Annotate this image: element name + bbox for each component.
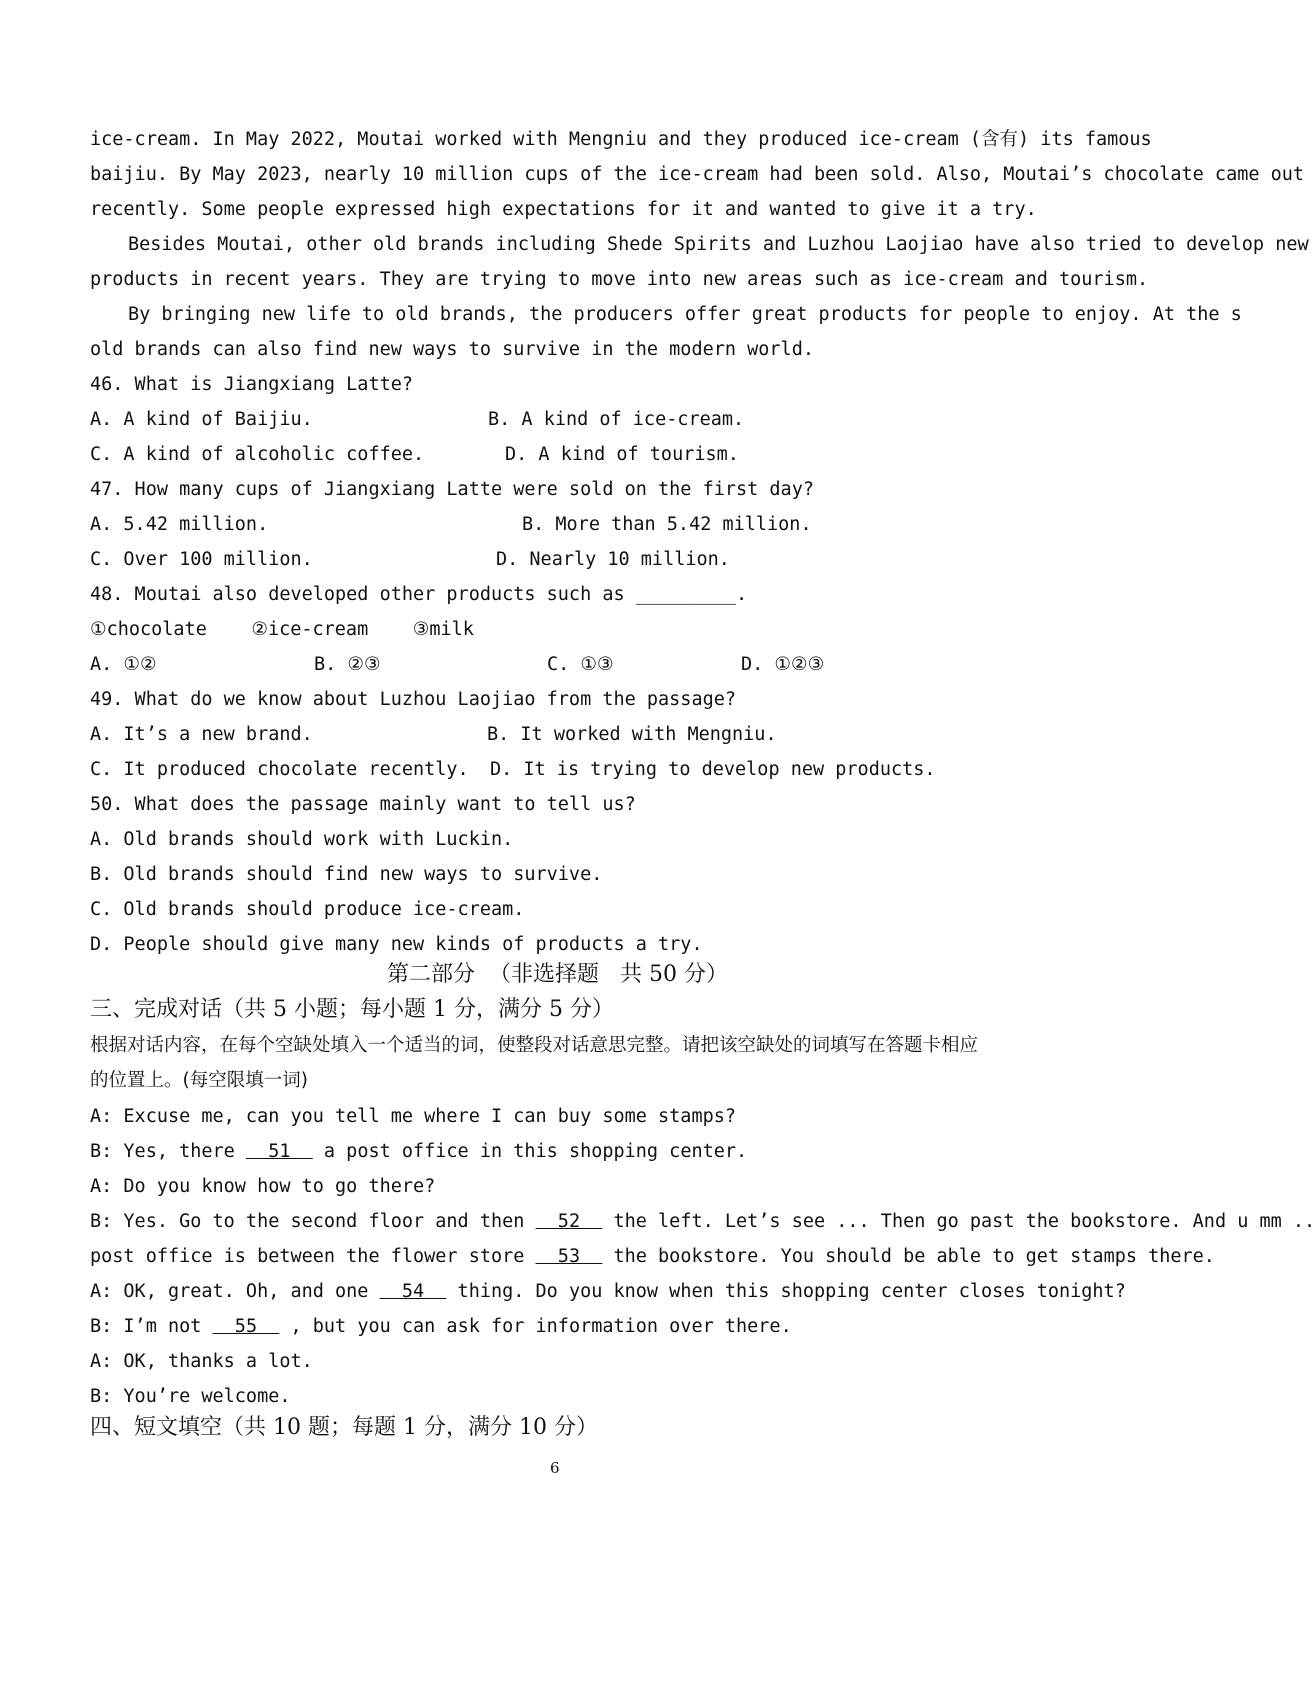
question-49-option-c: C. It produced chocolate recently. [90, 759, 469, 780]
blank-54: 54 [379, 1281, 447, 1302]
question-47-option-b: B. More than 5.42 million. [522, 514, 812, 535]
question-47-option-a: A. 5.42 million. [90, 514, 269, 535]
question-47-option-c: C. Over 100 million. [90, 549, 313, 570]
passage-p1-line3: recently. Some people expressed high expectations for it and wanted to give it a try. [90, 199, 1037, 220]
dialog-line-4-pre: B: Yes. Go to the second floor and then [90, 1211, 536, 1232]
blank-52: 52 [535, 1211, 603, 1232]
dialog-line-7 [90, 1314, 792, 1340]
question-50-option-a: A. Old brands should work with Luckin. [90, 829, 514, 850]
question-48-items: ①chocolate ②ice-cream ③milk [90, 619, 474, 640]
passage-p3-line2: old brands can also find new ways to survive in the modern world. [90, 339, 814, 360]
dialog-line-2 [90, 1139, 747, 1165]
question-47-option-d: D. Nearly 10 million. [496, 549, 730, 570]
dialog-line-6-post: thing. Do you know when this shopping center closes tonight? [446, 1281, 1126, 1302]
question-49-option-a: A. It’s a new brand. [90, 724, 313, 745]
section3-instruction-line2: 的位置上。(每空限填一词) [90, 1070, 308, 1091]
dialog-line-8: A: OK, thanks a lot. [90, 1351, 313, 1372]
dialog-line-4-post: the left. Let’s see ... Then go past the bookstore. And u mm .. [602, 1211, 1315, 1232]
question-49-option-b: B. It worked with Mengniu. [487, 724, 777, 745]
dialog-line-5-pre: post office is between the flower store [90, 1246, 536, 1267]
dialog-line-5-post: the bookstore. You should be able to get stamps there. [602, 1246, 1215, 1267]
question-49-stem: 49. What do we know about Luzhou Laojiao from the passage? [90, 689, 737, 710]
blank-55: 55 [212, 1316, 280, 1337]
question-46-option-b: B. A kind of ice-cream. [488, 409, 745, 430]
question-48-option-d: D. ①②③ [741, 654, 825, 675]
question-49-option-d: D. It is trying to develop new products. [490, 759, 936, 780]
question-46-option-d: D. A kind of tourism. [505, 444, 739, 465]
passage-p1-line1: ice-cream. In May 2022, Moutai worked with Mengniu and they produced ice-cream (含有) its famous [90, 129, 1152, 150]
question-50-option-c: C. Old brands should produce ice-cream. [90, 899, 525, 920]
question-50-option-b: B. Old brands should find new ways to survive. [90, 864, 603, 885]
blank-53: 53 [535, 1246, 603, 1267]
dialog-line-6 [90, 1279, 1126, 1305]
question-48-option-c: C. ①③ [547, 654, 614, 675]
question-46-stem: 46. What is Jiangxiang Latte? [90, 374, 414, 395]
dialog-line-1: A: Excuse me, can you tell me where I can buy some stamps? [90, 1106, 737, 1127]
dialog-line-6-pre: A: OK, great. Oh, and one [90, 1281, 380, 1302]
question-47-stem: 47. How many cups of Jiangxiang Latte were sold on the first day? [90, 479, 814, 500]
passage-p3-line1: By bringing new life to old brands, the producers offer great products for people to enjoy. At the s [128, 304, 1242, 325]
section3-heading: 三、完成对话（共 5 小题；每小题 1 分，满分 5 分） [90, 997, 614, 1022]
question-50-option-d: D. People should give many new kinds of products a try. [90, 934, 703, 955]
question-50-stem: 50. What does the passage mainly want to tell us? [90, 794, 636, 815]
section3-instruction-line1: 根据对话内容，在每个空缺处填入一个适当的词，使整段对话意思完整。请把该空缺处的词填写在答题卡相应 [90, 1035, 979, 1056]
section4-heading: 四、短文填空（共 10 题；每题 1 分，满分 10 分） [90, 1415, 598, 1440]
dialog-line-5 [90, 1244, 1215, 1270]
dialog-line-7-post: , but you can ask for information over there. [279, 1316, 792, 1337]
dialog-line-3: A: Do you know how to go there? [90, 1176, 436, 1197]
question-46-option-c: C. A kind of alcoholic coffee. [90, 444, 425, 465]
passage-p2-line2: products in recent years. They are trying to move into new areas such as ice-cream and tourism. [90, 269, 1149, 290]
blank-51: 51 [245, 1141, 313, 1162]
question-48-option-a: A. ①② [90, 654, 157, 675]
dialog-line-2-pre: B: Yes, there [90, 1141, 246, 1162]
part2-heading: 第二部分 （非选择题 共 50 分） [387, 962, 728, 987]
dialog-line-7-pre: B: I’m not [90, 1316, 213, 1337]
question-48-stem: 48. Moutai also developed other products such as _________. [90, 584, 748, 605]
dialog-line-4 [90, 1209, 1315, 1235]
dialog-line-2-post: a post office in this shopping center. [312, 1141, 748, 1162]
question-46-option-a: A. A kind of Baijiu. [90, 409, 313, 430]
dialog-line-9: B: You’re welcome. [90, 1386, 291, 1407]
question-48-option-b: B. ②③ [314, 654, 381, 675]
page-number: 6 [550, 1459, 560, 1477]
passage-p1-line2: baijiu. By May 2023, nearly 10 million cups of the ice-cream had been sold. Also, Moutai’s chocolate came out [90, 164, 1305, 185]
passage-p2-line1: Besides Moutai, other old brands including Shede Spirits and Luzhou Laojiao have also tried to develop new [128, 234, 1309, 255]
